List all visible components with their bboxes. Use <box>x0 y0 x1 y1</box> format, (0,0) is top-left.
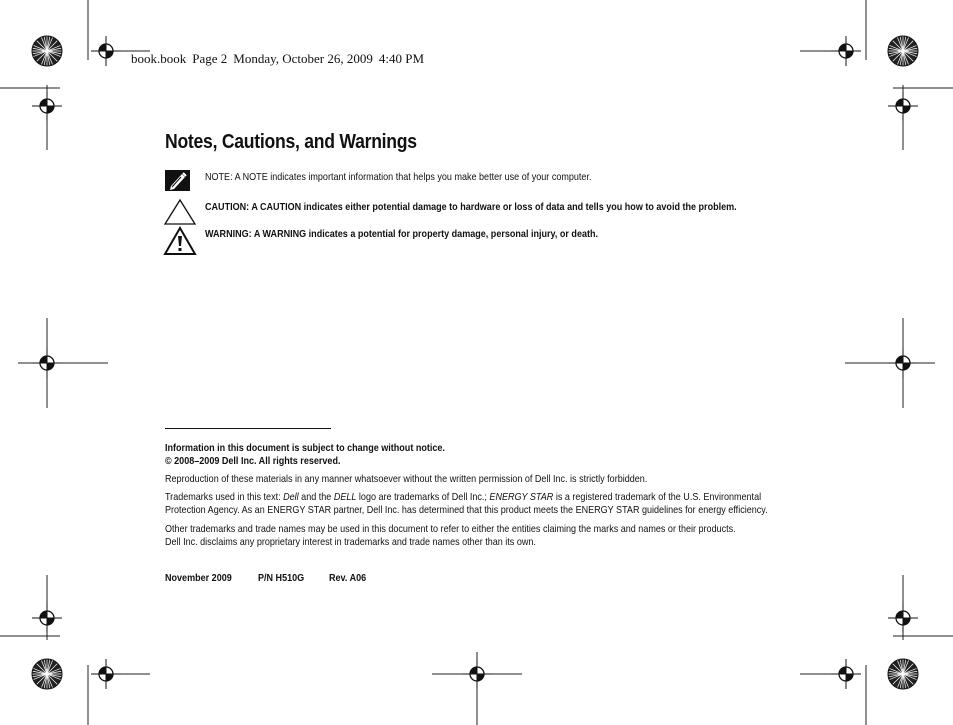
change-notice: Information in this document is subject to change without notice. <box>165 442 445 454</box>
trademarks-text-2: and the <box>298 491 334 503</box>
footer-revision: Rev. A06 <box>329 572 367 584</box>
energy-star-trademark: ENERGY STAR <box>489 491 554 503</box>
note-text: NOTE: A NOTE indicates important information that helps you make better use of your computer. <box>205 171 592 183</box>
other-trademarks-line-1: Other trademarks and trade names may be used in this document to refer to either the entities claiming the marks and names or their products. <box>165 523 736 535</box>
other-trademarks-line-2: Dell Inc. disclaims any proprietary interest in trademarks and trade names other than its own. <box>165 536 536 548</box>
note-pencil-icon <box>163 168 193 194</box>
trademarks-line-1 <box>165 491 819 504</box>
reproduction-notice: Reproduction of these materials in any manner whatsoever without the written permission of Dell Inc. is strictly forbidden. <box>165 473 648 485</box>
dell-logo-trademark: DELL <box>333 491 357 503</box>
trademarks-text-1: Trademarks used in this text: <box>165 491 284 503</box>
caution-text: CAUTION: A CAUTION indicates either potential damage to hardware or loss of data and tells you how to avoid the problem. <box>205 201 737 213</box>
trademarks-text-3: logo are trademarks of Dell Inc.; <box>356 491 490 503</box>
slug-file: book.book <box>131 51 187 66</box>
page-title: Notes, Cautions, and Warnings <box>165 131 417 153</box>
slug-date: Monday, October 26, 2009 <box>233 51 373 66</box>
warning-text: WARNING: A WARNING indicates a potential for property damage, personal injury, or death. <box>205 228 599 240</box>
caution-triangle-icon <box>163 198 197 226</box>
dell-trademark: Dell <box>283 491 299 503</box>
trademarks-line-2: Protection Agency. As an ENERGY STAR partner, Dell Inc. has determined that this product meets the ENERGY STAR guidelines for energy efficiency. <box>165 504 768 516</box>
print-slug-line <box>131 51 430 67</box>
slug-time: 4:40 PM <box>378 51 425 66</box>
copyright: © 2008–2009 Dell Inc. All rights reserved. <box>165 455 341 467</box>
footer-part-number: P/N H510G <box>258 572 305 584</box>
trademarks-text-4: is a registered trademark of the U.S. Environmental <box>553 491 762 503</box>
slug-page: Page 2 <box>192 51 228 66</box>
footer-date: November 2009 <box>165 572 232 584</box>
warning-exclamation-icon <box>163 226 197 256</box>
separator-rule <box>165 428 331 429</box>
